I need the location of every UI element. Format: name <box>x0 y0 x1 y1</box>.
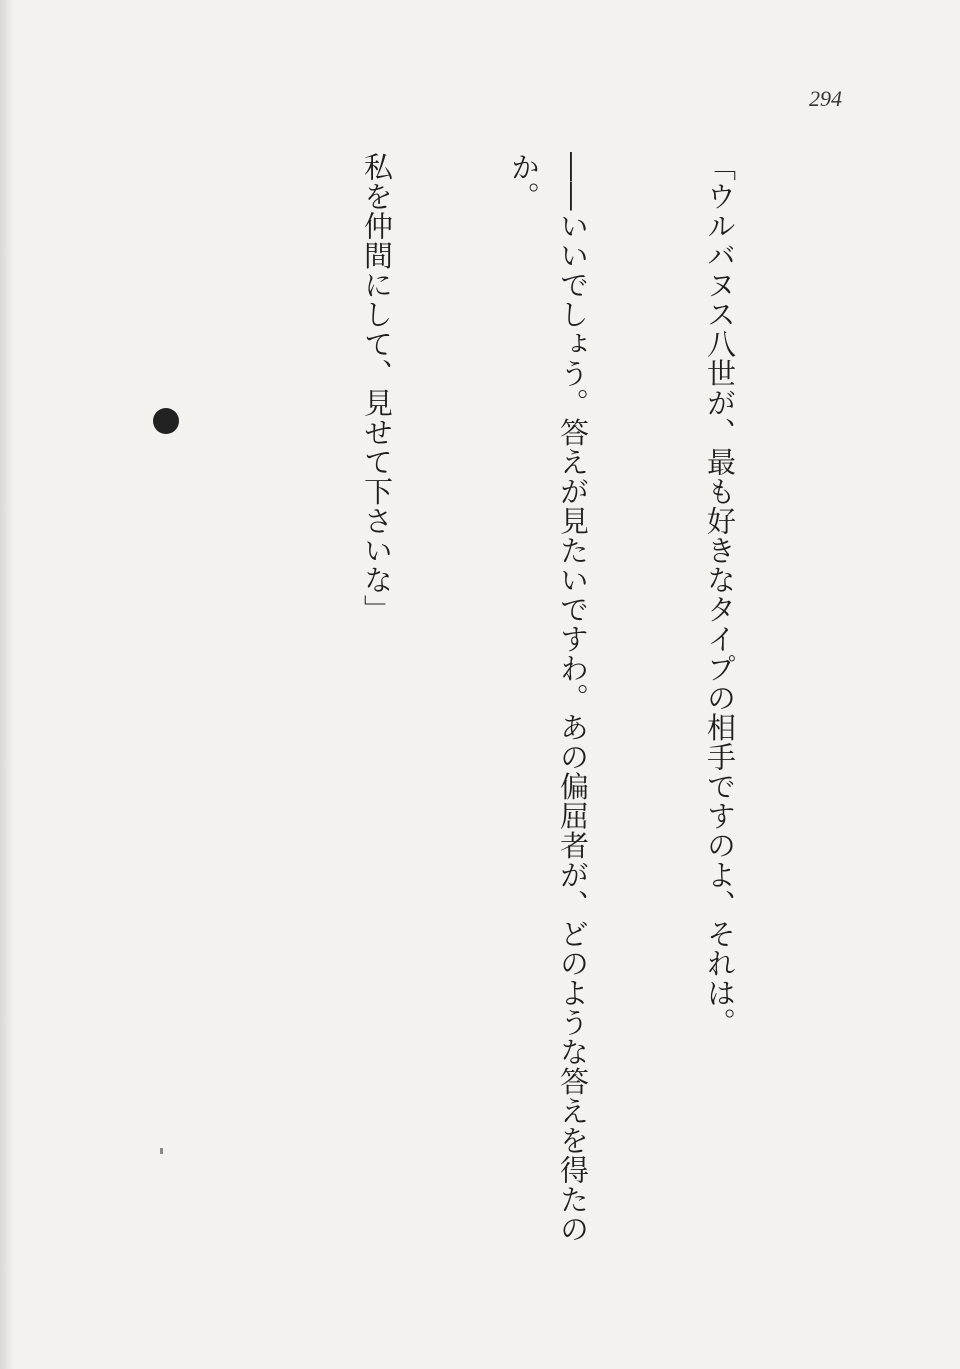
text-line: 私を仲間にして、見せて下さいな」 <box>360 152 394 624</box>
bullet-dot-icon <box>153 408 179 434</box>
section-break <box>125 152 205 1282</box>
text-line: ――いいでしょう。答えが見たいですわ。あの偏屈者が、どのような答えを得たのか。 <box>507 152 590 1244</box>
page-number: 294 <box>809 86 842 111</box>
paper-speck <box>160 1148 163 1154</box>
vertical-text-body <box>122 152 842 1282</box>
text-line: 「ウルバヌス八世が、最も好きなタイプの相手ですのよ、それは。 <box>703 152 737 1037</box>
